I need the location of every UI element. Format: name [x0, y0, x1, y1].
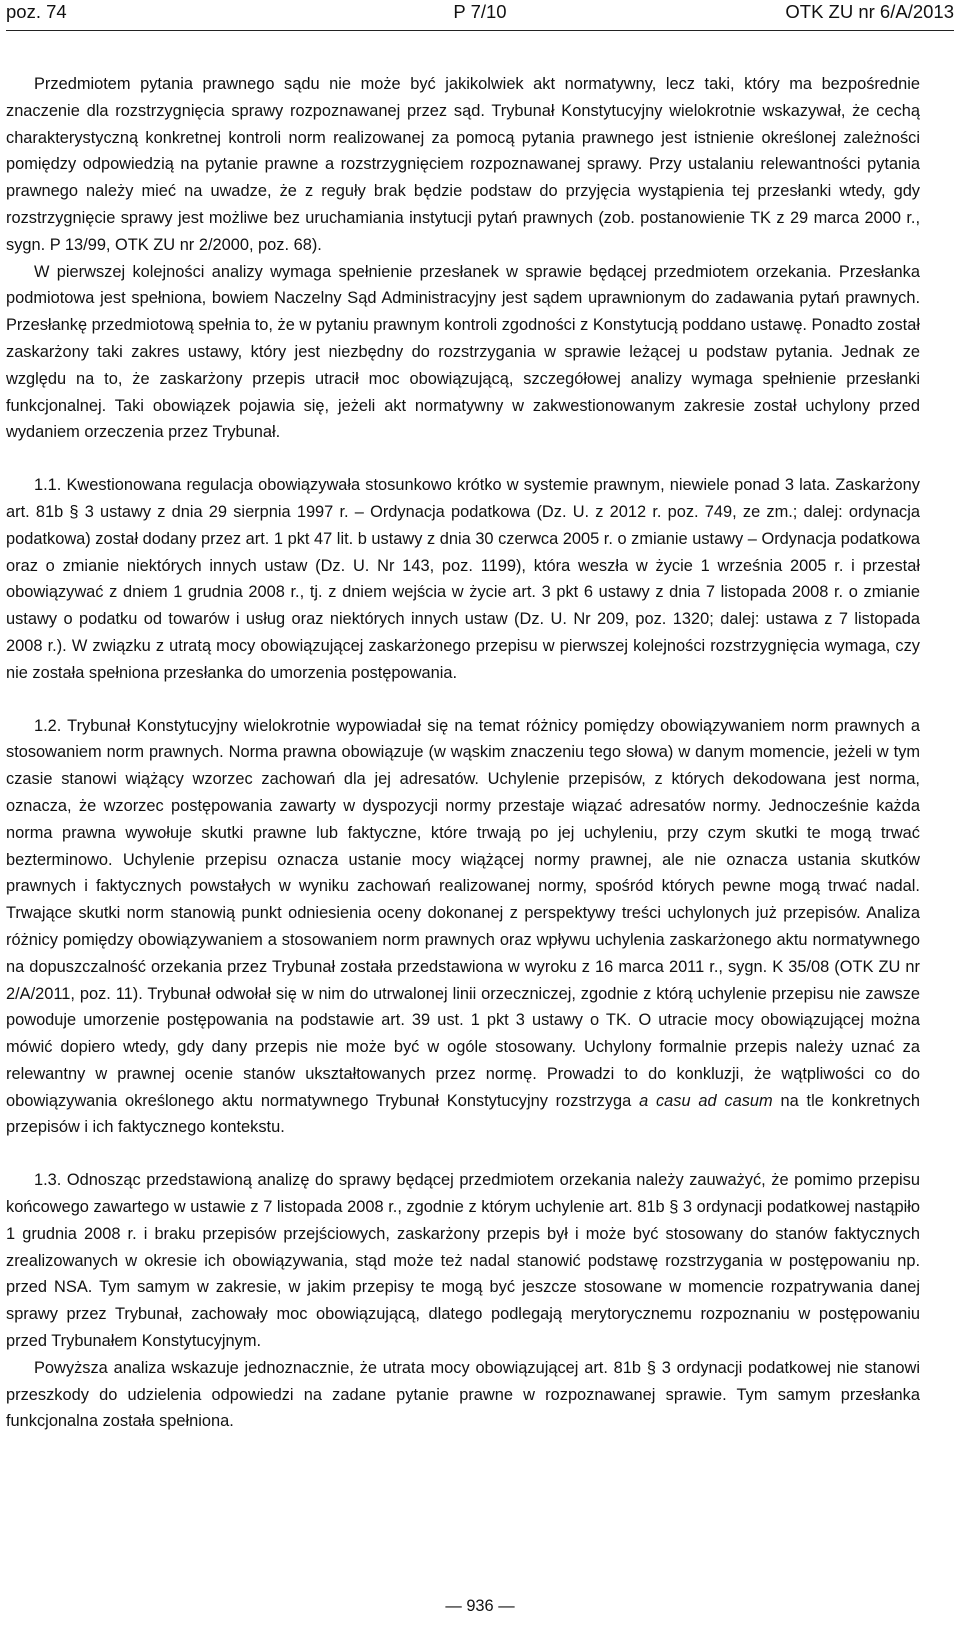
- paragraph-1-1: 1.1. Kwestionowana regulacja obowiązywała stosunkowo krótko w systemie prawnym, niewiele ponad 3 lata. Zaskarżony art. 81b § 3 ustawy z dnia 29 sierpnia 1997 r. – Ordynacja podatkowa (Dz. U. z 2012 r. poz. 749, ze zm.; dalej: ordynacja podatkowa) został dodany przez art. 1 pkt 47 lit. b ustawy z dnia 30 czerwca 2005 r. o zmianie ustawy – Ordynacja podatkowa oraz o zmianie niektórych innych ustaw (Dz. U. Nr 143, poz. 1199), która weszła w życie 1 września 2005 r. i przestał obowiązywać z dniem 1 grudnia 2008 r., tj. z dniem wejścia w życie art. 3 pkt 6 ustawy z dnia 7 listopada 2008 r. o zmianie ustawy o podatku od towarów i usług oraz niektórych innych ustaw (Dz. U. Nr 209, poz. 1320; dalej: ustawa z 7 listopada 2008 r.). W związku z utratą mocy obowiązującej zaskarżonego przepisu w pierwszej kolejności rozstrzygnięcia wymaga, czy nie została spełniona przesłanka do umorzenia postępowania.: [6, 476, 920, 682]
- paragraph-relevance: Przedmiotem pytania prawnego sądu nie może być jakikolwiek akt normatywny, lecz taki, który ma bezpośrednie znaczenie dla rozstrzygnięcia sprawy rozpoznawanej przez sąd. Trybunał Konstytucyjny wielokrotnie wskazywał, że cechą charakterystyczną konkretnej kontroli norm realizowanej za pomocą pytania prawnego jest istnienie określonej zależności pomiędzy odpowiedzią na pytanie prawne a rozstrzygnięciem rozpoznawanej sprawy. Przy ustalaniu relewantności pytania prawnego należy mieć na uwadze, że z reguły brak będzie podstaw do przyjęcia wystąpienia tej przesłanki wtedy, gdy rozstrzygnięcie sprawy jest możliwe bez uruchamiania instytucji pytań prawnych (zob. postanowienie TK z 29 marca 2000 r., sygn. P 13/99, OTK ZU nr 2/2000, poz. 68).: [6, 75, 920, 254]
- paragraph-1-2-text: 1.2. Trybunał Konstytucyjny wielokrotnie wypowiadał się na temat różnicy pomiędzy obowiązywaniem norm prawnych a stosowaniem norm prawnych. Norma prawna obowiązuje (w wąskim znaczeniu tego słowa) w danym momencie, jeżeli w tym czasie stanowi wiążący wzorzec zachowań dla jej adresatów. Uchylenie przepisów, z których dekodowana jest norma, oznacza, że wzorzec postępowania zawarty w dyspozycji normy przestaje wiązać adresatów normy. Jednocześnie każda norma prawna wywołuje skutki prawne lub faktyczne, które trwają po jej uchyleniu, przy czym skutki te mogą trwać bezterminowo. Uchylenie przepisu oznacza ustanie mocy wiążącej normy prawnej, ale nie oznacza ustania skutków prawnych i faktycznych powstałych w wyniku zachowań realizowanej normy, spośród których pewne mogą trwać nadal. Trwające skutki norm stanowią punkt odniesienia oceny dokonanej z perspektywy treści uchylonych już przepisów. Analiza różnicy pomiędzy obowiązywaniem a stosowaniem norm prawnych oraz wpływu uchylenia zaskarżonego aktu normatywnego na dopuszczalność orzekania przez Trybunał została przedstawiona w wyroku z 16 marca 2011 r., sygn. K 35/08 (OTK ZU nr 2/A/2011, poz. 11). Trybunał odwołał się w nim do utrwalonej linii orzeczniczej, zgodnie z którą uchylenie przepisu nie zawsze powoduje umorzenie postępowania na podstawie art. 39 ust. 1 pkt 3 ustawy o TK. O utracie mocy obowiązującej można mówić dopiero wtedy, gdy dany przepis nie może być w ogóle stosowany. Uchylony formalnie przepis należy uznać za relewantny w prawnej ocenie stanów ukształtowanych przez normę. Prowadzi to do konkluzji, że wątpliwości co do obowiązywania określonego aktu normatywnego Trybunał Konstytucyjny rozstrzyga: [6, 716, 920, 1110]
- paragraph-1-2-ending: na tle konkretnych przepisów i ich faktycznego kontekstu.: [6, 1091, 920, 1137]
- latin-phrase: a casu ad casum: [639, 1091, 773, 1110]
- document-body: [6, 71, 920, 1435]
- paragraph-1-2: [6, 713, 920, 1142]
- paragraph-conclusion: Powyższa analiza wskazuje jednoznacznie, że utrata mocy obowiązującej art. 81b § 3 ordynacji podatkowej nie stanowi przeszkody do udzielenia odpowiedzi na zadane pytanie prawne w rozpoznawanej sprawie. Tym samym przesłanka funkcjonalna została spełniona.: [6, 1358, 920, 1431]
- page-number: — 936 —: [445, 1597, 515, 1615]
- paragraph-premises: W pierwszej kolejności analizy wymaga spełnienie przesłanek w sprawie będącej przedmiotem orzekania. Przesłanka podmiotowa jest spełniona, bowiem Naczelny Sąd Administracyjny jest sądem uprawnionym do zadawania pytań prawnych. Przesłankę przedmiotową spełnia to, że w pytaniu prawnym kontroli zgodności z Konstytucją poddano ustawę. Ponadto został zaskarżony taki zakres ustawy, który jest niezbędny do rozstrzygania w sprawie leżącej u podstaw pytania. Jednak ze względu na to, że zaskarżony przepis utracił moc obowiązującą, szczegółowej analizy wymaga spełnienie przesłanki funkcjonalnej. Taki obowiązek pojawia się, jeżeli akt normatywny w zakwestionowanym zakresie został uchylony przed wydaniem orzeczenia przez Trybunał.: [6, 262, 920, 442]
- paragraph-1-3: 1.3. Odnosząc przedstawioną analizę do sprawy będącej przedmiotem orzekania należy zauważyć, że pomimo przepisu końcowego zawartego w ustawie z 7 listopada 2008 r., zgodnie z którym uchylenie art. 81b § 3 ordynacji podatkowej nastąpiło 1 grudnia 2008 r. i braku przepisów przejściowych, zaskarżony przepis był i może być stosowany do stanów faktycznych zrealizowanych w okresie ich obowiązywania, stąd może też nadal stanowić podstawę rozstrzygania w postępowaniu np. przed NSA. Tym samym w zakresie, w jakim przepisy te mogą być jeszcze stosowane w momencie rozpatrywania danej sprawy przez Trybunał, zachowały moc obowiązującą, dlatego podlegają merytorycznemu rozpoznaniu w postępowaniu przed Trybunałem Konstytucyjnym.: [6, 1171, 920, 1351]
- header-position: poz. 74: [6, 1, 67, 22]
- header-divider: [6, 30, 954, 31]
- header-case-signature: P 7/10: [453, 1, 507, 22]
- header-journal-reference: OTK ZU nr 6/A/2013: [785, 1, 954, 22]
- running-header: [6, 0, 954, 32]
